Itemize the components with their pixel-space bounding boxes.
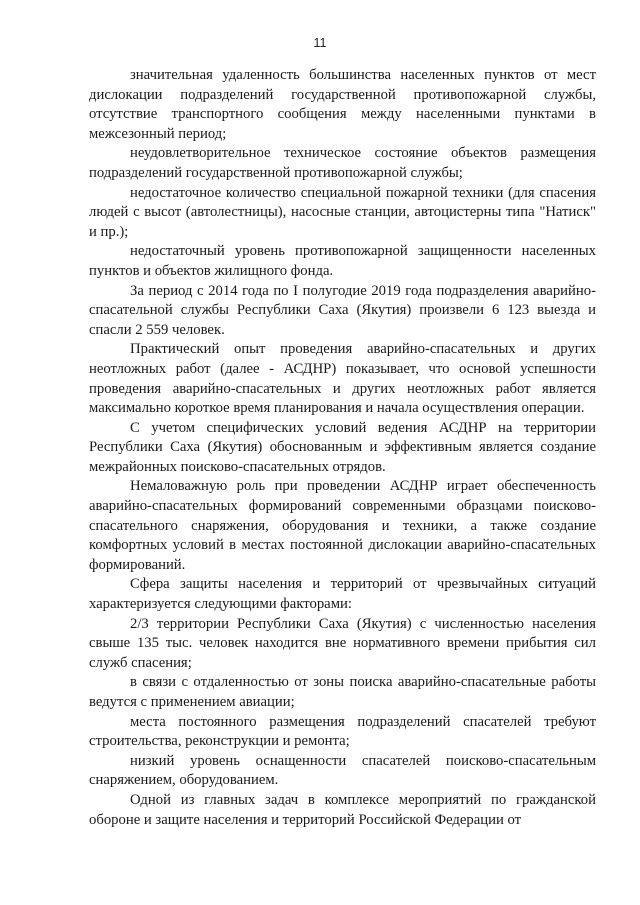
paragraph: Одной из главных задач в комплексе мероприятий по гражданской обороне и защите населения и территорий Российской Федерации от [89, 791, 596, 828]
paragraph: недостаточное количество специальной пожарной техники (для спасения людей с высот (автолестницы), насосные станции, автоцистерны типа "Натиск" и пр.); [89, 184, 596, 240]
paragraph: С учетом специфических условий ведения АСДНР на территории Республики Саха (Якутия) обоснованным и эффективным является создание межрайонных поисково-спасательных отрядов. [89, 419, 596, 475]
paragraph: Немаловажную роль при проведении АСДНР играет обеспеченность аварийно-спасательных формирований современными образцами поисково-спасательного снаряжения, оборудования и техники, а также создание комфортных условий в местах постоянной дислокации аварийно-спасательных формирований. [89, 478, 596, 573]
paragraph: места постоянного размещения подразделений спасателей требуют строительства, реконструкции и ремонта; [89, 713, 596, 750]
paragraph: значительная удаленность большинства населенных пунктов от мест дислокации подразделений государственной противопожарной службы, отсутствие транспортного сообщения между населенными пунктами в межсезонный период; [89, 67, 596, 142]
paragraph: Сфера защиты населения и территорий от чрезвычайных ситуаций характеризуется следующими факторами: [89, 576, 596, 613]
paragraph: в связи с отдаленностью от зоны поиска аварийно-спасательные работы ведутся с применением авиации; [89, 674, 596, 710]
paragraph: недостаточный уровень противопожарной защищенности населенных пунктов и объектов жилищного фонда. [89, 243, 596, 279]
paragraph: За период с 2014 года по I полугодие 2019 года подразделения аварийно-спасательной службы Республики Саха (Якутия) произвели 6 123 выезда и спасли 2 559 человек. [89, 282, 596, 338]
paragraph: низкий уровень оснащенности спасателей поисково-спасательным снаряжением, оборудованием. [89, 752, 596, 789]
paragraph: Практический опыт проведения аварийно-спасательных и других неотложных работ (далее - АСДНР) показывает, что основой успешности проведения аварийно-спасательных и других неотложных работ является максимально короткое время планирования и начала осуществления операции. [89, 341, 596, 417]
paragraph: 2/3 территории Республики Саха (Якутия) с численностью населения свыше 135 тыс. человек находится вне нормативного времени прибытия сил служб спасения; [89, 615, 596, 671]
page-number: 11 [313, 36, 327, 50]
paragraph: неудовлетворительное техническое состояние объектов размещения подразделений государственной противопожарной службы; [89, 145, 596, 181]
document-body [89, 66, 596, 830]
